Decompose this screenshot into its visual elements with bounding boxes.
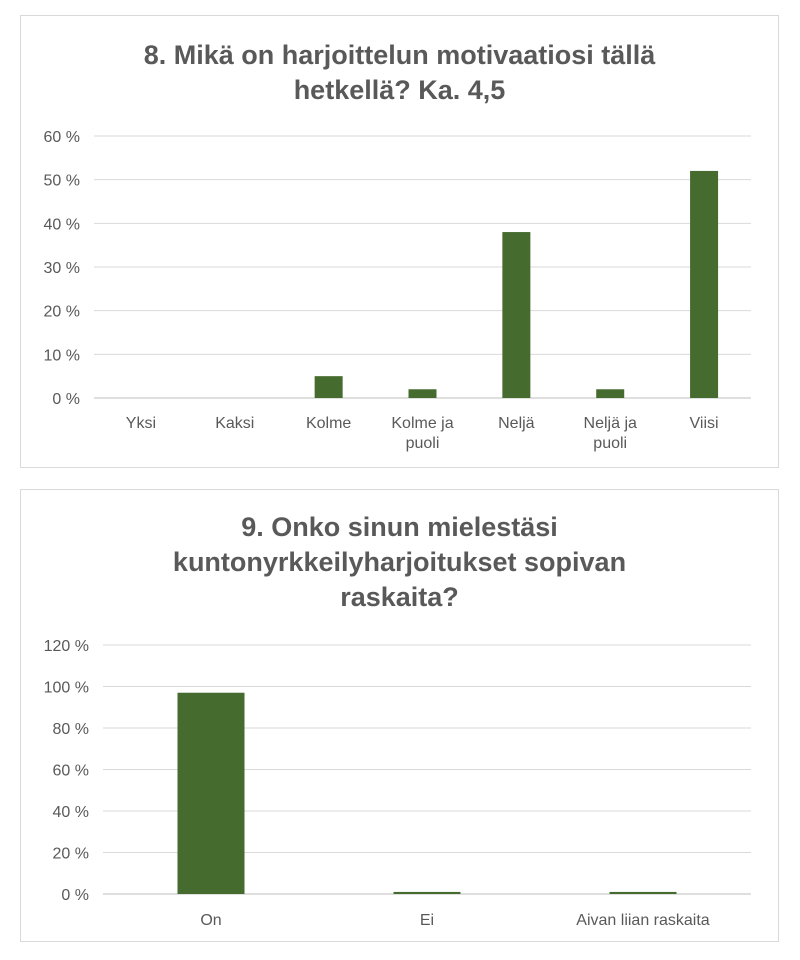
chart-1-bar: [690, 171, 718, 398]
chart-1-plot: [21, 16, 780, 469]
chart-2-y-tick-label: 120 %: [43, 638, 89, 655]
chart-1-x-tick-label: Kaksi: [215, 415, 255, 432]
chart-1-x-tick-label: Neljä: [498, 415, 535, 432]
chart-2-bar: [394, 892, 461, 894]
chart-2-bar: [610, 892, 677, 894]
chart-2-title-line-2: kuntonyrkkeilyharjoitukset sopivan: [172, 547, 627, 577]
chart-1-title-line-2: hetkellä? Ka. 4,5: [293, 75, 506, 105]
chart-1-y-tick-label: 40 %: [43, 216, 80, 234]
chart-1-x-tick-label: Kolme ja puoli: [391, 415, 454, 452]
chart-2-title-line-1: 9. Onko sinun mielestäsi: [241, 512, 558, 542]
chart-1-y-tick-label: 20 %: [43, 303, 80, 321]
chart-2-container: [20, 489, 779, 942]
chart-2-y-tick-label: 20 %: [52, 845, 89, 863]
chart-1-x-tick-label: Neljä ja puoli: [583, 415, 637, 452]
chart-1-x-tick-label: Kolme: [305, 415, 352, 432]
chart-2-y-tick-label: 100 %: [43, 679, 89, 697]
chart-2-title-line-3: raskaita?: [340, 582, 459, 612]
chart-2-y-tick-label: 60 %: [52, 762, 89, 780]
chart-2-y-tick-label: 0 %: [61, 887, 89, 904]
chart-1-y-tick-label: 60 %: [43, 129, 80, 146]
chart-2-x-tick-label: Ei: [419, 912, 435, 929]
chart-2-x-tick-label: Aivan liian raskaita: [576, 912, 710, 929]
chart-1-y-tick-label: 30 %: [43, 260, 80, 277]
chart-2-y-tick-label: 40 %: [52, 804, 89, 821]
chart-1-title-line-1: 8. Mikä on harjoittelun motivaatiosi tällä: [143, 40, 656, 70]
chart-1-y-tick-label: 10 %: [43, 347, 80, 365]
chart-1-x-tick-label: Yksi: [125, 415, 157, 432]
chart-1-y-tick-label: 0 %: [52, 391, 80, 408]
chart-2-y-tick-label: 80 %: [52, 721, 89, 738]
chart-1-container: [20, 15, 779, 468]
chart-2-x-tick-label: On: [200, 912, 222, 929]
chart-1-bar: [315, 376, 343, 398]
chart-1-y-tick-label: 50 %: [43, 172, 80, 190]
chart-2-bar: [178, 693, 245, 894]
chart-1-bar: [596, 389, 624, 398]
chart-1-x-tick-label: Viisi: [689, 415, 719, 432]
chart-2-plot: [21, 490, 780, 943]
chart-1-bar: [502, 232, 530, 398]
chart-1-bar: [409, 389, 437, 398]
